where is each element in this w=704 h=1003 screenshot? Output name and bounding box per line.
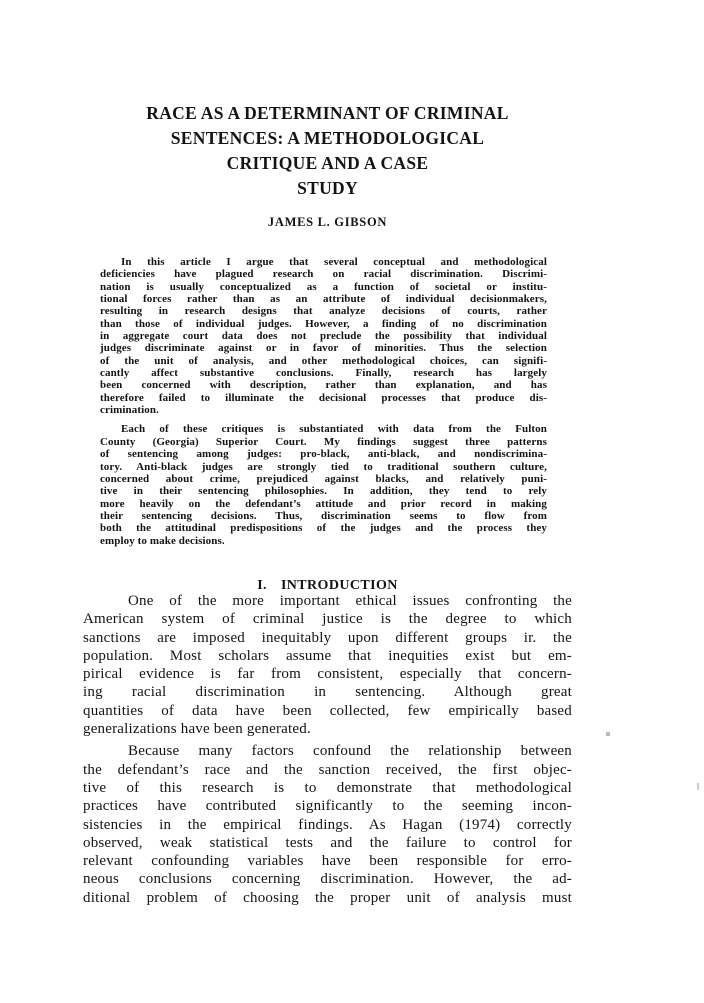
text-line: the defendant’s race and the sanction received, the first objec- (83, 761, 572, 778)
text-line: tional forces rather than as an attribute of individual decisionmakers, (100, 293, 547, 306)
text-line: pirical evidence is far from consistent, especially that concern- (83, 666, 572, 683)
scan-speck (697, 783, 699, 790)
text-line: Because many factors confound the relationship between (128, 743, 572, 760)
text-line: more heavily on the defendant’s attitude and prior record in making (100, 497, 547, 510)
text-line: Each of these critiques is substantiated with data from the Fulton (121, 423, 547, 436)
text-line: ing racial discrimination in sentencing. Although great (83, 684, 572, 701)
section-number: I. (257, 578, 267, 593)
text-line: In this article I argue that several conceptual and methodological (121, 256, 547, 268)
text-line: RACE AS A DETERMINANT OF CRIMINAL (146, 103, 509, 123)
text-line: deficiencies have plagued research on racial discrimination. Discrimi- (100, 268, 547, 281)
body-paragraph-1 (83, 592, 572, 738)
body-text (83, 592, 572, 907)
text-line: cantly affect substantive conclusions. Finally, research has largely (100, 367, 547, 380)
text-line: neous conclusions concerning discrimination. However, the ad- (83, 871, 572, 888)
text-line: One of the more important ethical issues confronting the (128, 593, 572, 609)
text-line: therefore failed to illuminate the decisional processes that produce dis- (100, 391, 547, 404)
text-line: resulting in research designs that analyze decisions of courts, rather (100, 305, 547, 318)
text-line: SENTENCES: A METHODOLOGICAL (170, 128, 485, 148)
section-title: INTRODUCTION (280, 578, 398, 593)
abstract-paragraph-2 (100, 423, 547, 546)
text-line: sistencies in the empirical findings. As Hagan (1974) correctly (83, 816, 572, 833)
text-line: both the attitudinal predispositions of the judges and the process they (100, 522, 547, 535)
text-line: sanctions are imposed inequitably upon different groups ir. the (83, 629, 572, 646)
text-line: in aggregate court data does not preclude the possibility that individual (100, 330, 547, 343)
text-line: tive in their sentencing philosophies. In addition, they tend to rely (100, 485, 547, 498)
scan-speck (606, 732, 610, 736)
author-name: JAMES L. GIBSON (267, 215, 388, 229)
text-line: of the unit of analysis, and other methodological choices, can signifi- (100, 354, 547, 367)
text-line: County (Georgia) Superior Court. My findings suggest three patterns (100, 435, 547, 448)
text-line: tory. Anti-black judges are strongly tied to traditional southern culture, (100, 460, 547, 473)
text-line: observed, weak statistical tests and the failure to control for (83, 834, 572, 851)
text-line: practices have contributed significantly to the seeming incon- (83, 798, 572, 815)
text-line: ditional problem of choosing the proper unit of analysis must (83, 889, 572, 906)
text-line: of sentencing among judges: pro-black, anti-black, and nondiscrimina- (100, 448, 547, 461)
text-line: been concerned with description, rather than explanation, and has (100, 379, 547, 392)
text-line: STUDY (297, 178, 358, 198)
text-line: relevant confounding variables have been responsible for erro- (83, 853, 572, 870)
text-line: judges discriminate against or in favor of minorities. Thus the selection (100, 342, 547, 355)
abstract (100, 256, 547, 547)
text-line: their sentencing decisions. Thus, discrimination seems to flow from (100, 509, 547, 522)
abstract-paragraph-1 (100, 256, 547, 416)
text-line: crimination. (100, 404, 159, 417)
text-line: CRITIQUE AND A CASE (226, 153, 429, 173)
text-line: tive of this research is to demonstrate that methodological (83, 779, 572, 796)
text-line: employ to make decisions. (100, 534, 225, 547)
text-line: nation is usually conceptualized as a function of societal or institu- (100, 280, 547, 293)
text-line: population. Most scholars assume that inequities exist but em- (83, 647, 572, 664)
body-paragraph-2 (83, 742, 572, 907)
text-line: concerned about crime, prejudiced against blacks, and relatively puni- (100, 472, 547, 485)
text-line: American system of criminal justice is the degree to which (83, 611, 572, 628)
text-line: generalizations have been generated. (83, 721, 311, 738)
article-title (83, 101, 572, 201)
text-line: than those of individual judges. However, a finding of no discrimination (100, 317, 547, 330)
text-line: quantities of data have been collected, few empirically based (83, 702, 572, 719)
